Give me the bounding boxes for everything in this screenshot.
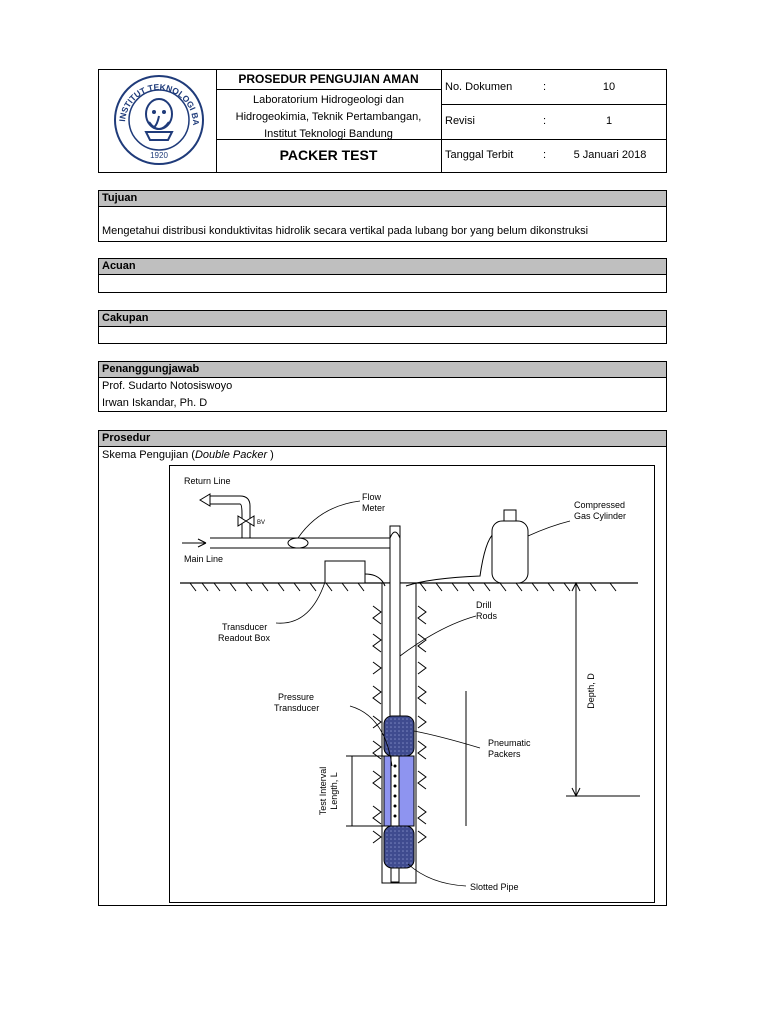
label-drill-rods: Drill	[476, 600, 492, 610]
section-title-acuan: Acuan	[98, 258, 667, 275]
label-gas-cylinder: Compressed	[574, 500, 626, 510]
label-flow-meter: Meter	[362, 503, 386, 513]
lab-line: Institut Teknologi Bandung	[264, 128, 393, 140]
label-test-interval: Test Interval	[318, 766, 328, 816]
label-depth: Depth, D	[586, 673, 596, 709]
person-name: Prof. Sudarto Notosiswoyo	[102, 380, 233, 392]
label-main-line: Main Line	[184, 554, 224, 564]
issue-date: 5 Januari 2018	[573, 149, 647, 161]
section-body-tujuan	[98, 207, 667, 242]
flow-meter	[288, 538, 308, 548]
document-header	[98, 69, 667, 173]
label-pressure-transducer: Transducer	[274, 703, 320, 713]
label-readout-box: Readout Box	[218, 633, 271, 643]
lab-name	[216, 92, 441, 143]
doc-number: 10	[602, 81, 616, 93]
main-arrow-icon	[182, 539, 206, 547]
label-pneumatic-packers: Packers	[488, 749, 521, 759]
svg-text:INSTITUT TEKNOLOGI BANDUNG: INSTITUT TEKNOLOGI BA	[117, 81, 202, 126]
double-packer-schematic	[170, 466, 654, 902]
transducer-readout-box	[325, 561, 365, 583]
label-slotted-pipe: Slotted Pipe	[470, 882, 519, 892]
subtitle-italic: Double Packer	[194, 449, 268, 461]
header-divider	[441, 104, 666, 105]
section-body-acuan	[98, 275, 667, 293]
test-name: PACKER TEST	[279, 147, 378, 163]
objective-text: Mengetahui distribusi konduktivitas hidrolik secara vertikal pada lubang bor yang belum dikonstruksi	[102, 225, 589, 237]
procedure-title: PROSEDUR PENGUJIAN AMAN	[238, 72, 419, 86]
field-label: No. Dokumen	[445, 81, 513, 93]
valve-icon	[238, 516, 254, 526]
section-body-penanggungjawab	[98, 378, 667, 412]
compressed-gas-cylinder	[492, 521, 528, 583]
section-title-tujuan: Tujuan	[98, 190, 667, 207]
return-line-pipe	[210, 496, 250, 538]
field-sep: :	[543, 81, 547, 93]
revision: 1	[605, 115, 613, 127]
itb-seal-icon	[113, 74, 205, 166]
section-title-cakupan: Cakupan	[98, 310, 667, 327]
label-pneumatic-packers: Pneumatic	[488, 738, 531, 748]
field-sep: :	[543, 149, 547, 161]
svg-text:1920: 1920	[150, 151, 168, 160]
label-flow-meter: Flow	[362, 492, 382, 502]
valve-label: BV	[257, 520, 266, 526]
lab-line: Hidrogeokimia, Teknik Pertambangan,	[235, 111, 422, 123]
itb-logo	[113, 74, 205, 166]
header-divider	[216, 89, 441, 90]
subtitle-text: )	[267, 449, 274, 461]
lower-packer	[384, 826, 414, 868]
field-label: Tanggal Terbit	[445, 149, 514, 161]
label-drill-rods: Rods	[476, 611, 498, 621]
field-label: Revisi	[445, 115, 475, 127]
label-pressure-transducer: Pressure	[278, 692, 315, 702]
section-title-prosedur: Prosedur	[98, 430, 667, 447]
section-body-cakupan	[98, 327, 667, 344]
field-sep: :	[543, 115, 547, 127]
person-name: Irwan Iskandar, Ph. D	[102, 397, 208, 409]
section-title-penanggungjawab: Penanggungjawab	[98, 361, 667, 378]
label-test-interval: Length, L	[329, 772, 339, 810]
label-gas-cylinder: Gas Cylinder	[574, 511, 627, 521]
procedure-subtitle	[102, 447, 666, 463]
label-readout-box: Transducer	[222, 622, 268, 632]
return-arrow-icon	[200, 494, 210, 506]
header-divider	[441, 70, 442, 172]
label-return-line: Return Line	[184, 476, 231, 486]
packer-test-diagram	[169, 465, 655, 903]
subtitle-text: Skema Pengujian (	[102, 449, 195, 461]
lab-line: Laboratorium Hidrogeologi dan	[252, 94, 405, 106]
